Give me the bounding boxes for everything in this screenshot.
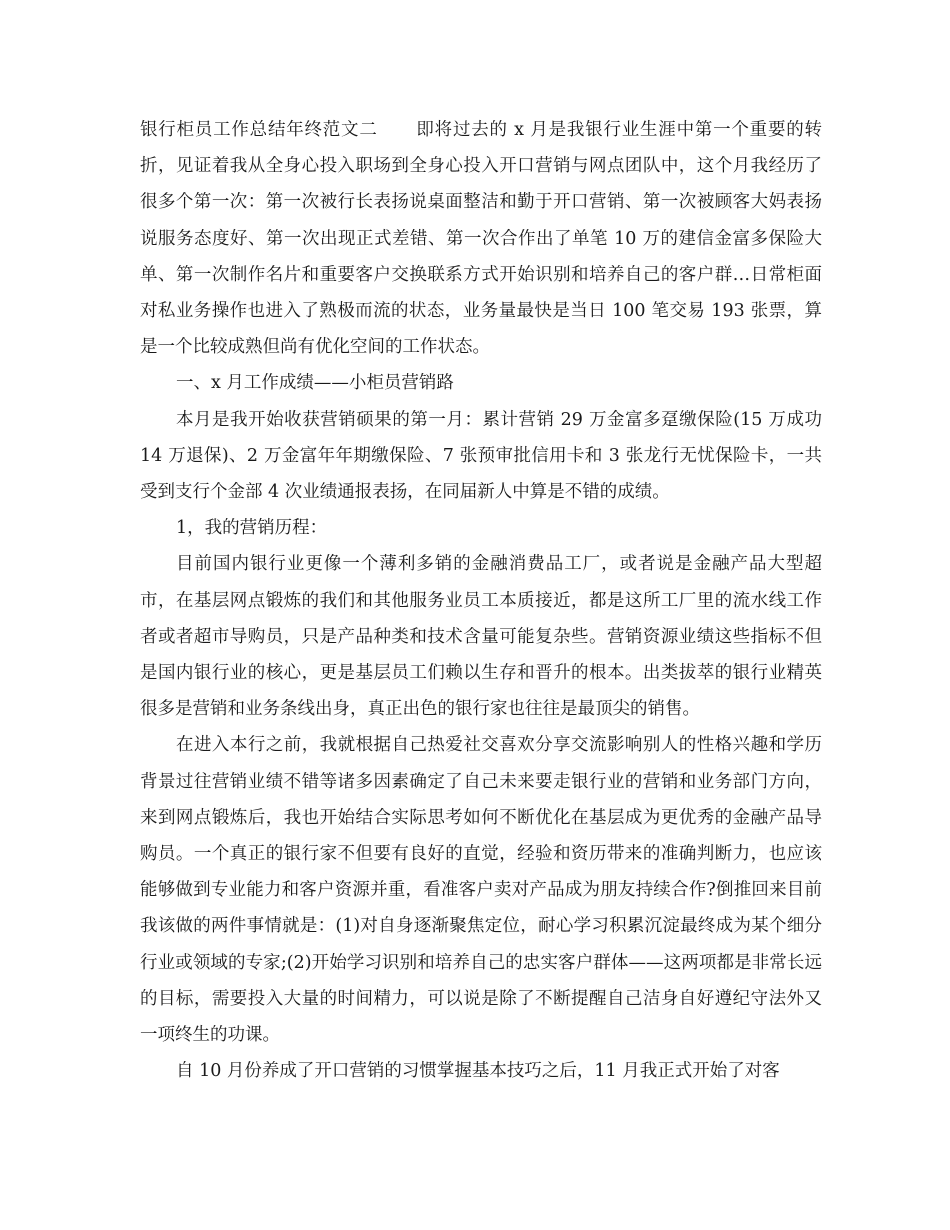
paragraph-5: 自 10 月份养成了开口营销的习惯掌握基本技巧之后，11 月我正式开始了对客 [176,1061,780,1082]
document-title: 银行柜员工作总结年终范文二 [140,120,378,140]
paragraph-2: 本月是我开始收获营销硕果的第一月：累计营销 29 万金富多趸缴保险(15 万成功 14 万退保)、2 万金富年年期缴保险、7 张预审批信用卡和 3 张龙行无忧保险卡，一共受到支行个金部 4 次业绩通报表扬，在同届新人中算是不错的成绩。 [140,409,822,503]
paragraph-3: 目前国内银行业更像一个薄利多销的金融消费品工厂，或者说是金融产品大型超市，在基层网点锻炼的我们和其他服务业员工本质接近，都是这所工厂里的流水线工作者或者超市导购员，只是产品种类和技术含量可能复杂些。营销资源业绩这些指标不但是国内银行业的核心，更是基层员工们赖以生存和晋升的根本。出类拔萃的银行业精英很多是营销和业务条线出身，真正出色的银行家也往往是最顶尖的销售。 [140,554,822,720]
document-body [140,112,822,1089]
paragraph-1: 即将过去的 x 月是我银行业生涯中第一个重要的转折，见证着我从全身心投入职场到全身心投入开口营销与网点团队中，这个月我经历了很多个第一次：第一次被行长表扬说桌面整洁和勤于开口营销、第一次被顾客大妈表扬说服务态度好、第一次出现正式差错、第一次合作出了单笔 10 万的建信金富多保险大单、第一次制作名片和重要客户交换联系方式开始识别和培养自己的客户群…日常柜面对私业务操作也进入了熟极而流的状态，业务量最快是当日 100 笔交易 193 张票，算是一个比较成熟但尚有优化空间的工作状态。 [140,120,823,358]
subsection-heading: 1，我的营销历程： [176,518,328,539]
paragraph-4: 在进入本行之前，我就根据自己热爱社交喜欢分享交流影响别人的性格兴趣和学历背景过往营销业绩不错等诸多因素确定了自己未来要走银行业的营销和业务部门方向，来到网点锻炼后，我也开始结合实际思考如何不断优化在基层成为更优秀的金融产品导购员。一个真正的银行家不但要有良好的直觉，经验和资历带来的准确判断力，也应该能够做到专业能力和客户资源并重，看准客户卖对产品成为朋友持续合作?倒推回来目前我该做的两件事情就是：(1)对自身逐渐聚焦定位，耐心学习积累沉淀最终成为某个细分行业或领域的专家;(2)开始学习识别和培养自己的忠实客户群体——这两项都是非常长远的目标，需要投入大量的时间精力，可以说是除了不断提醒自己洁身自好遵纪守法外又一项终生的功课。 [140,735,822,1046]
intro-paragraph [140,112,822,365]
section-heading: 一、x 月工作成绩——小柜员营销路 [176,373,454,394]
